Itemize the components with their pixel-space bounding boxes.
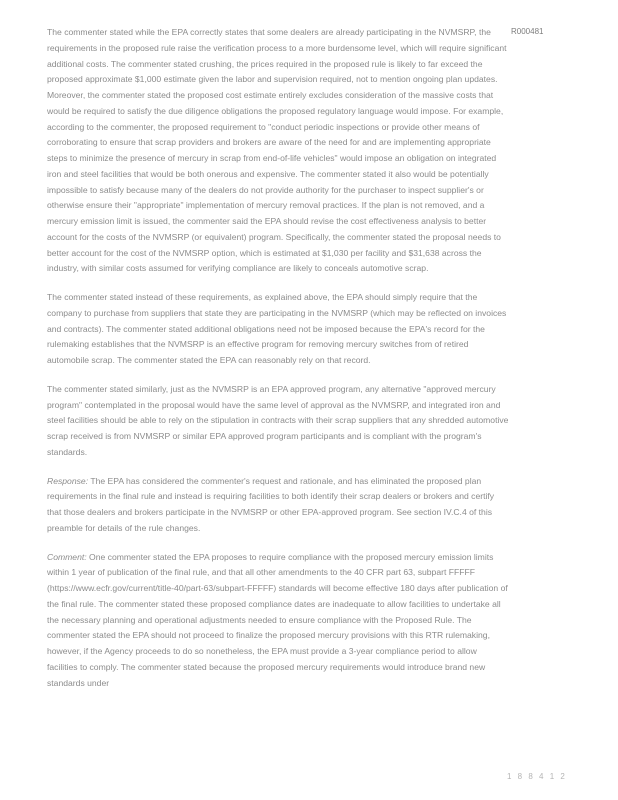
paragraph [47,550,509,692]
document-id: R000481 [511,27,544,36]
paragraph [47,474,509,537]
paragraph-text: The commenter stated instead of these requirements, as explained above, the EPA should simply require that the company to purchase from suppliers that state they are participating in the NVMSRP (which may be reflected on invoices and contracts). The commenter stated additional obligations need not be imposed because the EPA's record for the rulemaking establishes that the NVMSRP is an effective program for removing mercury switches from of retired automobile scrap. The commenter stated the EPA can reasonably rely on that record. [47,292,507,365]
document-body [47,25,509,704]
paragraph [47,25,509,277]
page-footer-mark: 1 8 8 4 1 2 [507,772,567,781]
comment-label: Comment: [47,551,87,562]
paragraph [47,382,509,461]
paragraph [47,290,509,369]
paragraph-text: The commenter stated similarly, just as the NVMSRP is an EPA approved program, any alternative "approved mercury program" contemplated in the proposal would have the same level of approval as the NVMSRP, and integrated iron and steel facilities should be able to rely on the stipulation in contracts with their scrap suppliers that any shredded automotive scrap received is from NVMSRP or similar EPA approved program participants and is compliant with the program's standards. [47,383,509,457]
response-label: Response: [47,475,89,486]
paragraph-text: The commenter stated while the EPA correctly states that some dealers are already participating in the NVMSRP, the requirements in the proposed rule raise the verification process to a more burdensome level, which will require significant additional costs. The commenter stated crushing, the prices required in the proposed rule is likely to far exceed the proposed approximate $1,000 estimate given the labor and supervision required, not to mention ongoing plan updates. Moreover, the commenter stated the proposed cost estimate entirely excludes consideration of the massive costs that would be required to satisfy the due diligence obligations the proposed regulatory language would impose. For example, according to the commenter, the proposed requirement to "conduct periodic inspections or provide other means of corroborating to ensure that scrap providers and brokers are aware of the need for and are implementing appropriate steps to minimize the presence of mercury in scrap from end-of-life vehicles" would impose an obligation on integrated iron and steel facilities that would be both onerous and expensive. The commenter stated it also would be potentially impossible to satisfy because many of the dealers do not provide authority for the purchaser to inspect supplier's or otherwise ensure their "appropriate" implementation of mercury removal practices. If the plan is not removed, and a mercury emission limit is issued, the commenter said the EPA should revise the cost effectiveness analysis to better account for the costs of the NVMSRP (or equivalent) program. Specifically, the commenter stated the proposal needs to better account for the cost of the NVMSRP option, which is estimated at $1,030 per facility and $31,638 across the industry, with similar costs assumed for verifying compliance are likely to conceals automotive scrap. [47,27,507,274]
paragraph-text: The EPA has considered the commenter's request and rationale, and has eliminated the proposed plan requirements in the final rule and instead is requiring facilities to both identify their scrap dealers or brokers and certify that those dealers and brokers participate in the NVMSRP or other EPA-approved program. See section IV.C.4 of this preamble for details of the rule changes. [47,475,495,533]
paragraph-text: One commenter stated the EPA proposes to require compliance with the proposed mercury emission limits within 1 year of publication of the final rule, and that all other amendments to the 40 CFR part 63, subpart FFFFF (https://www.ecfr.gov/current/title-40/part-63/subpart-FFFFF) standards will become effective 180 days after publication of the final rule. The commenter stated these proposed compliance dates are inadequate to allow facilities to undertake all the necessary planning and operational adjustments needed to ensure compliance with the Proposed Rule. The commenter stated the EPA should not proceed to finalize the proposed mercury provisions with this RTR rulemaking, however, if the Agency proceeds to do so nonetheless, the EPA must provide a 3-year compliance period to allow facilities to comply. The commenter stated because the proposed mercury requirements would introduce brand new standards under [47,551,508,688]
